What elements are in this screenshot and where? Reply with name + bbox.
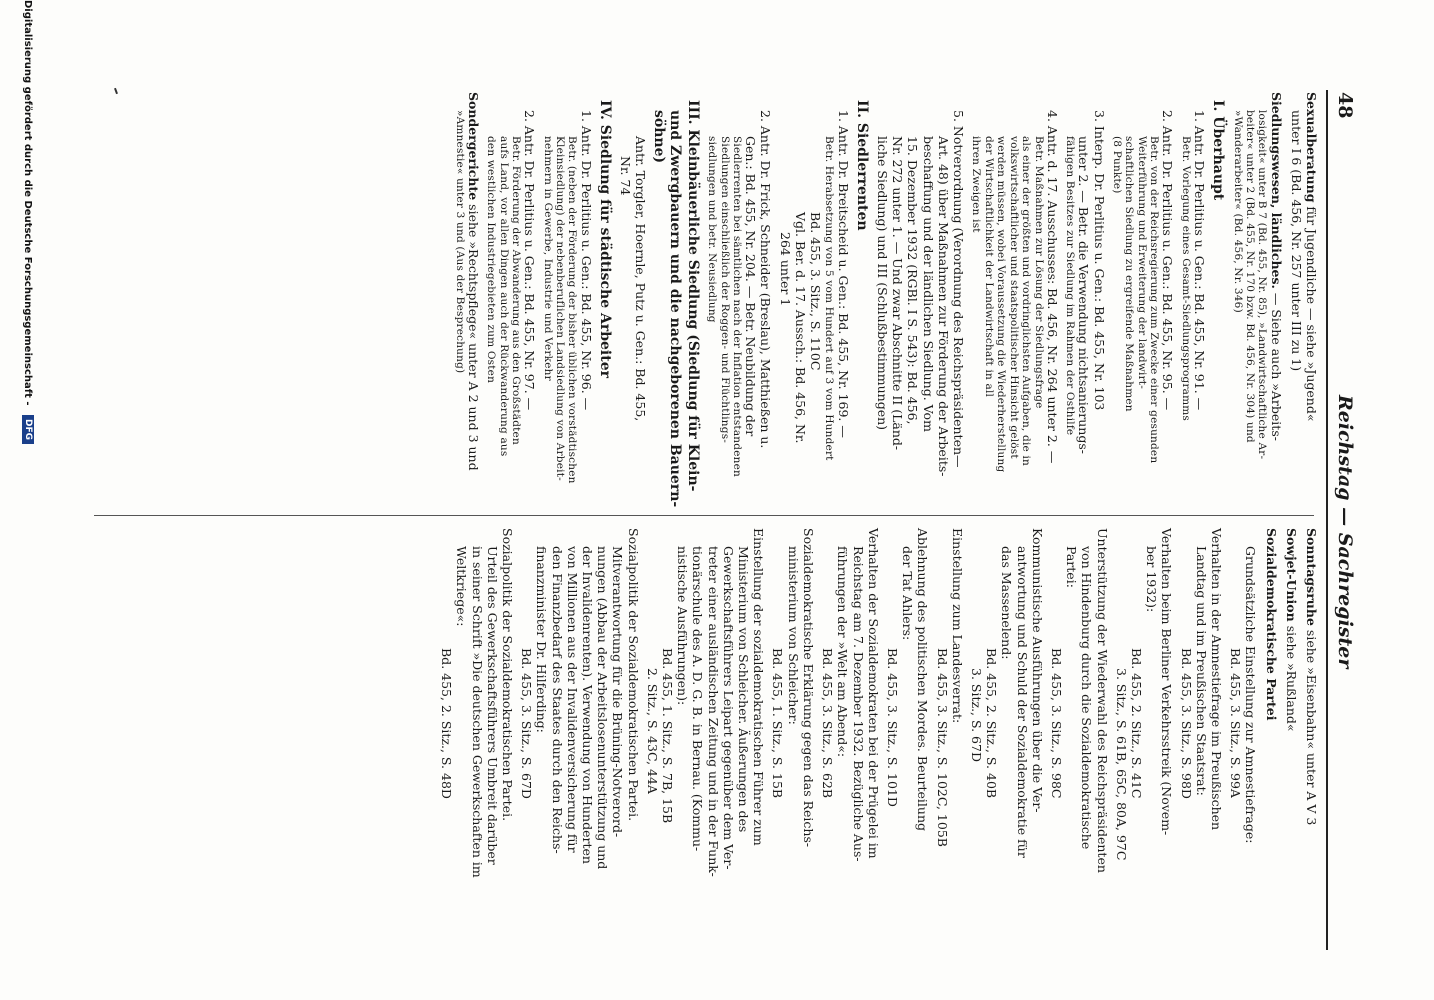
item-text: Reichstag am 7. Dezember 1932. Bezügliche Aus- xyxy=(850,546,866,862)
item-text: Nr. 74 xyxy=(618,156,633,196)
entry-text: beiter« unter 2 (Bd. 455, Nr. 170 bzw. Bd. 456, Nr. 304) und xyxy=(1243,110,1256,443)
item-text: Gen.: Bd. 455, Nr. 204. — Betr. Neubildung der xyxy=(743,136,759,437)
list-item xyxy=(706,92,774,512)
item-text: Antr. Torgler, Hoernle, Putz u. Gen.: Bd. 455, xyxy=(633,136,649,422)
item-text: in seiner Schrift »Die deutschen Gewerkschaften im xyxy=(469,546,485,878)
list-item xyxy=(439,528,515,948)
list-item xyxy=(777,92,850,512)
item-reference: Bd. 455, 2. Sitz., S. 48D xyxy=(439,648,455,799)
section-heading-cont: söhne) xyxy=(651,110,668,164)
list-item xyxy=(1064,92,1107,512)
page-number: 48 xyxy=(1334,92,1356,119)
item-reference: Bd. 455, 2. Sitz., S. 40B xyxy=(984,648,1000,799)
item-text: liche Siedlung) und III (Schlußbestimmungen) xyxy=(875,136,891,431)
list-item xyxy=(618,92,648,512)
item-text: Betr. von der Reichsregierung zum Zwecke einer gesunden xyxy=(1148,136,1161,464)
item-reference: Bd. 455, 3. Sitz., S. 110C xyxy=(808,212,824,371)
column-divider xyxy=(94,515,1314,516)
item-text: werden müssen, wobei Voraussetzung die Wiederherstellung xyxy=(995,136,1008,473)
list-item xyxy=(770,528,816,948)
item-text: tionärschule des A. D. G. B. in Bernau. (Kommu- xyxy=(690,546,706,852)
item-text: Kommunistische Ausführungen über die Ver- xyxy=(1029,528,1045,813)
item-text: Verhalten der Sozialdemokraten bei der Prügelei im xyxy=(865,528,881,859)
running-head: Reichstag — Sachregister xyxy=(1334,395,1356,669)
item-text: Grundsätzliche Einstellung zur Amnestiefrage: xyxy=(1243,546,1259,844)
item-text: schaftlichen Siedlung zu ergreifende Maßnahmen xyxy=(1123,136,1136,412)
item-text: Unterstützung der Wiederwahl des Reichspräsidenten xyxy=(1094,528,1110,873)
item-reference: Bd. 455, 3. Sitz., S. 67D xyxy=(519,648,535,799)
entry-term: Sexualberatung xyxy=(1304,92,1319,203)
item-reference: Bd. 455, 3. Sitz., S. 98C xyxy=(1048,648,1064,799)
list-item xyxy=(934,528,964,948)
list-item xyxy=(820,528,881,948)
item-text: Siedlungen einschließlich der Roggen- und Flüchtlings- xyxy=(718,136,731,444)
item-text: Sozialpolitik der Sozialdemokratischen Partei. xyxy=(500,528,516,822)
item-text: Sozialpolitik der Sozialdemokratischen Partei. xyxy=(625,528,641,822)
item-text: Siedlerrenten bei sämtlichen nach der Inflation entstandenen xyxy=(731,136,744,477)
entry-text: »Amnestie« unter 3 und (Aus der Besprechung) xyxy=(453,110,466,374)
item-text: als einer der größten und vordringlichsten Aufgaben, die in xyxy=(1020,136,1033,467)
item-reference: 264 unter 1 xyxy=(777,232,793,307)
entry-text: siehe »Rußland« xyxy=(1283,625,1299,732)
item-reference: Bd. 455, 1. Sitz., S. 7B, 15B xyxy=(660,648,676,824)
list-item xyxy=(885,528,931,948)
item-text: (8 Punkte) xyxy=(1110,136,1123,194)
dfg-logo: DFG xyxy=(22,415,34,444)
entry-text: »Wanderarbeiter« (Bd. 456, Nr. 346) xyxy=(1231,110,1244,313)
item-text: der Tat Ahlers: xyxy=(900,546,916,641)
item-text: Weiterführung und Erweiterung der landwirt- xyxy=(1135,136,1148,389)
item-text: 5. Notverordnung (Verordnung des Reichspräsidenten— xyxy=(951,110,967,468)
item-text: nistische Ausführungen): xyxy=(675,546,691,706)
item-text: unter 2. — Betr. die Verwendung nichtsanierungs- xyxy=(1076,136,1092,454)
item-text: Verhalten beim Berliner Verkehrsstreik (Novem- xyxy=(1159,528,1175,836)
section-heading: II. Siedlerrenten xyxy=(853,100,870,231)
item-text: von Millionen aus der Invalidenversicherung für xyxy=(564,546,580,853)
item-text: aufs Land, vor allen Dingen auch der Rückwanderung aus xyxy=(497,136,510,457)
right-column xyxy=(435,528,1319,948)
item-reference: Bd. 455, 3. Sitz., S. 101D xyxy=(884,648,900,807)
entry-term: Sozialdemokratische Partei xyxy=(1263,528,1279,721)
entry-term: Sonntagsruhe xyxy=(1304,528,1319,626)
item-text: 2. Antr. Dr. Frick, Schneider (Breslau), Matthießen u. xyxy=(758,110,774,449)
item-text: Verhalten in der Amnestiefrage im Preußischen xyxy=(1208,528,1224,831)
entry-text: siehe »Eisenbahn« unter A V 3 xyxy=(1304,629,1319,826)
item-text: nehmern in Gewerbe, Industrie und Verkehr xyxy=(541,136,554,381)
item-text: der Wirtschaftlichkeit der Landwirtschaft in all xyxy=(982,136,995,398)
item-text: antwortung und Schuld der Sozialdemokratie für xyxy=(1014,546,1030,858)
item-text: 4. Antr. d. 17. Ausschusses: Bd. 456, Nr. 264 unter 2. — xyxy=(1044,110,1060,464)
item-text: Betr. Vorlegung eines Gesamt-Siedlungsprogramms xyxy=(1179,136,1192,422)
item-text: Urteil des Gewerkschaftsführers Umbreit darüber xyxy=(484,546,500,865)
item-reference: Bd. 455, 3. Sitz., S. 102C, 105B xyxy=(934,648,950,847)
item-text: 1. Antr. Dr. Breitscheid u. Gen.: Bd. 455, Nr. 169. — xyxy=(835,110,851,438)
item-text: führungen der »Welt am Abend«: xyxy=(835,546,851,758)
item-reference: Bd. 455, 2. Sitz., S. 41C xyxy=(1128,648,1144,799)
list-item xyxy=(1111,92,1176,512)
item-text: Betr. (neben der Förderung der bisher üblichen vorstädtischen xyxy=(566,136,579,484)
item-text: ihren Zweigen ist xyxy=(970,136,983,233)
entry-term: Siedlungswesen, ländliches. xyxy=(1268,92,1284,289)
item-text: 1. Antr. Dr. Perlitius u. Gen.: Bd. 455, Nr. 91. — xyxy=(1191,110,1207,411)
item-text: 3. Interp. Dr. Perlitius u. Gen.: Bd. 455, Nr. 103 xyxy=(1091,110,1107,411)
item-text: Weltkriege«: xyxy=(454,546,470,627)
credit-text: Digitalisierung gefördert durch die Deutsche Forschungsgemeinschaft - xyxy=(22,0,33,406)
item-text: Partei: xyxy=(1064,546,1080,588)
section-heading-cont: und Zwergbauern und die nachgeborenen Bauern- xyxy=(666,110,683,508)
list-item xyxy=(485,92,537,512)
item-text: ministerium von Schleicher: xyxy=(785,546,801,725)
item-text: 2. Antr. Dr. Perlitius u. Gen.: Bd. 455, Nr. 95. — xyxy=(1160,110,1176,411)
index-entry xyxy=(1289,92,1319,512)
section-heading: III. Kleinbäuerliche Siedlung (Siedlung für Klein- xyxy=(684,100,701,492)
entry-text: siehe »Rechtspflege« unter A 2 und 3 und xyxy=(465,204,481,471)
item-reference: 2. Sitz., S. 43C, 44A xyxy=(644,668,660,794)
item-reference: Bd. 455, 3. Sitz., S. 98D xyxy=(1178,648,1194,799)
item-text: fähigen Besitzes zur Siedlung im Rahmen der Osthilfe xyxy=(1064,136,1077,436)
list-item xyxy=(1228,528,1258,948)
list-item xyxy=(1049,528,1110,948)
index-entry xyxy=(1304,528,1319,948)
entry-term: Sowjet-Union xyxy=(1283,528,1299,622)
list-item xyxy=(1179,92,1207,512)
list-item xyxy=(519,528,641,948)
entry-text: losigkeit« unter B 7 (Bd. 455, Nr. 85), »Landwirtschaftliche Ar- xyxy=(1256,110,1269,460)
item-text: 15. Dezember 1932 (RGBl. I S. 543): Bd. 456, xyxy=(905,136,921,425)
item-reference: 3. Sitz., S. 67D xyxy=(968,668,984,762)
item-text: Ablehnung des politischen Mordes. Beurteilung xyxy=(915,528,931,832)
list-item xyxy=(970,92,1060,512)
item-reference: Bd. 455, 3. Sitz., S. 62B xyxy=(820,648,836,799)
item-text: Betr. Förderung der Abwanderung aus den Großstädten xyxy=(509,136,522,445)
item-text: Sozialdemokratische Erklärung gegen das Reichs- xyxy=(800,528,816,848)
section-heading: I. Überhaupt xyxy=(1210,100,1227,201)
item-text: Gewerkschaftsführers Leipart gegenüber dem Ver- xyxy=(720,546,736,870)
item-text: siedlungen und betr. Neusiedlung xyxy=(706,136,719,323)
item-reference: 3. Sitz., S. 61B, 65C, 80A, 97C xyxy=(1113,668,1129,861)
left-column xyxy=(448,92,1319,512)
list-item xyxy=(969,528,1045,948)
entry-term: Sondergerichte xyxy=(465,92,481,201)
item-reference: Vgl. Ber. d. 17. Aussch.: Bd. 456, Nr. xyxy=(792,212,808,444)
item-text: Art. 48) über Maßnahmen zur Förderung der Arbeits- xyxy=(935,136,951,477)
list-item xyxy=(541,92,593,512)
item-text: den westlichen Industriegebieten zum Osten xyxy=(485,136,498,384)
item-text: Kleinsiedlung) der nebenberuflichen Landsiedlung von Arbeit- xyxy=(553,136,566,481)
item-text: Einstellung der sozialdemokratischen Führer zum xyxy=(751,528,767,846)
item-text: nungen (Abbau der Arbeitslosenunterstützung und xyxy=(595,546,611,870)
item-text: Nr. 272 unter 1. — Und zwar Abschnitte II (Länd- xyxy=(890,136,906,451)
index-entry xyxy=(1231,92,1283,512)
item-text: das Massenelend: xyxy=(999,546,1015,660)
item-text: beschaffung und der ländlichen Siedlung. Vom xyxy=(920,136,936,432)
index-entry xyxy=(1263,528,1278,948)
item-text: Mitverantwortung für die Brüning-Notverord- xyxy=(610,546,626,838)
item-text: von Hindenburg durch die Sozialdemokratische xyxy=(1079,546,1095,850)
item-text: Einstellung zum Landesverrat: xyxy=(949,528,965,724)
item-text: der Invalidenrenten). Verwendung von Hunderten xyxy=(580,546,596,864)
digitization-credit xyxy=(22,0,34,444)
scan-mark xyxy=(114,88,118,94)
list-item xyxy=(875,92,966,512)
entry-text: unter I 6 (Bd. 456, Nr. 257 unter III zu 1) xyxy=(1288,110,1304,372)
list-item xyxy=(1178,528,1224,948)
item-text: Landtag und im Preußischen Staatsrat: xyxy=(1193,546,1209,796)
item-text: treter einer ausländischen Zeitung und in der Funk- xyxy=(705,546,721,877)
item-text: Ministerium von Schleicher. Äußerungen des xyxy=(736,546,752,833)
item-text: Betr. Herabsetzung von 5 vom Hundert auf 3 vom Hundert xyxy=(823,136,836,461)
item-text: Betr. Maßnahmen zur Lösung der Siedlungsfrage xyxy=(1032,136,1045,409)
item-reference: Bd. 455, 1. Sitz., S. 15B xyxy=(770,648,786,799)
item-text: 1. Antr. Dr. Perlitius u. Gen.: Bd. 455, Nr. 96. — xyxy=(578,110,594,411)
item-text: den Finanzbedarf des Staates durch den Reichs- xyxy=(549,546,565,854)
item-text: 2. Antr. Dr. Perlitius u. Gen.: Bd. 455, Nr. 97. — xyxy=(522,110,538,411)
list-item xyxy=(1114,528,1175,948)
header-rule xyxy=(1326,90,1328,950)
entry-text: — Siehe auch »Arbeits- xyxy=(1268,292,1284,441)
item-text: ber 1932): xyxy=(1144,546,1160,613)
item-text: volkswirtschaftlicher und staatspolitischer Hinsicht gelöst xyxy=(1007,136,1020,459)
index-entry xyxy=(453,92,481,512)
item-text: finanzminister Dr. Hilferding: xyxy=(534,546,550,733)
list-item xyxy=(645,528,767,948)
item-reference: Bd. 455, 3. Sitz., S. 99A xyxy=(1228,648,1244,798)
index-entry xyxy=(1284,528,1299,948)
section-heading: IV. Siedlung für städtische Arbeiter xyxy=(596,100,613,378)
entry-text: für Jugendliche — siehe »Jugend« xyxy=(1304,206,1319,422)
